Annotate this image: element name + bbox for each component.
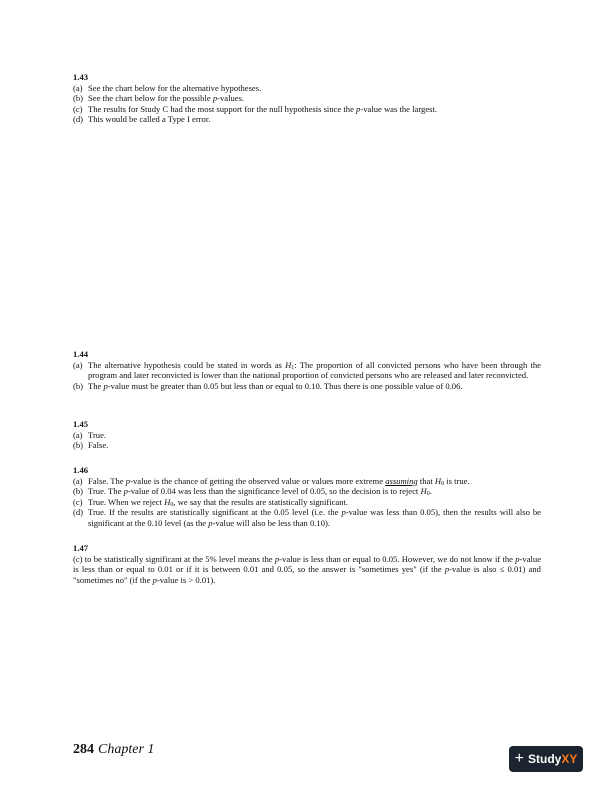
answer-text: See the chart below for the possible p-values. — [88, 93, 245, 104]
answer-a — [73, 83, 541, 94]
problem-number: 1.46 — [73, 465, 89, 475]
answer-label: (a) — [73, 82, 83, 93]
answer-text: False. The p-value is the chance of getting the observed value or values more extreme assuming that $H_0$ is true. — [88, 475, 470, 487]
answer-text: True. — [88, 429, 107, 440]
answer-d — [73, 507, 541, 528]
problem-1-44 — [73, 349, 541, 391]
answer-label: (d) — [73, 507, 84, 518]
answer-a — [73, 476, 541, 487]
answer-text: True. When we reject $H_0$, we say that the results are statistically significant. — [88, 496, 349, 508]
answer-label: (c) — [73, 496, 83, 507]
answer-text: The alternative hypothesis could be stated in words as $H_1$: The proportion of all convicted persons who have been through the program and later reconvicted is lower than the national proportion of convicted persons who are released and later reconvicted. — [88, 359, 541, 381]
answer-label: (b) — [73, 486, 84, 497]
problem-number: 1.47 — [73, 543, 89, 553]
answer-label: (a) — [73, 359, 83, 370]
answer-text: (c) to be statistically significant at the 5% level means the p-value is less than or equal to 0.05. However, we do not know if the p-value is less than or equal to 0.01 or if it is between 0.01 and 0.05, so the answer is "sometimes yes" (if the p-value is also ≤ 0.01) and "sometimes no" (if the p-value is > 0.01). — [73, 553, 542, 585]
answer-label: (d) — [73, 114, 84, 125]
chapter-title: Chapter 1 — [98, 742, 155, 757]
problem-1-47 — [73, 543, 541, 585]
answer-label: (b) — [73, 380, 84, 391]
problem-1-45 — [73, 419, 541, 451]
answer-text: The p-value must be greater than 0.05 but less than or equal to 0.10. Thus there is one possible value of 0.06. — [88, 380, 463, 391]
answer-label: (a) — [73, 429, 83, 440]
answer-c — [73, 497, 541, 508]
answer-text: True. If the results are statistically significant at the 0.05 level (i.e. the p-value was less than 0.05), then the results will also be significant at the 0.10 level (as the p-value will also be less than 0.10). — [88, 507, 541, 528]
answer-text: See the chart below for the alternative hypotheses. — [88, 82, 262, 93]
answer-text: The results for Study C had the most support for the null hypothesis since the p-value was the largest. — [88, 103, 438, 114]
answer-b — [73, 93, 541, 104]
answer-b — [73, 440, 541, 451]
answer-c — [73, 104, 541, 115]
answer-label: (a) — [73, 475, 83, 486]
problem-1-46 — [73, 465, 541, 529]
page-number: 284 — [73, 742, 94, 757]
problem-1-43 — [73, 72, 541, 125]
logo-text-study: Study — [527, 752, 562, 766]
problem-number: 1.44 — [73, 349, 89, 359]
answer-text: True. The p-value of 0.04 was less than the significance level of 0.05, so the decision is to reject $H_0$. — [88, 486, 432, 498]
answer-label: (b) — [73, 440, 84, 451]
answer-text: False. — [88, 440, 109, 451]
plus-icon: + — [514, 750, 524, 767]
answer-a — [73, 360, 541, 381]
problem-number: 1.43 — [73, 72, 89, 82]
answer-text: This would be called a Type I error. — [88, 114, 211, 125]
problem-number: 1.45 — [73, 419, 89, 429]
answer-b — [73, 381, 541, 392]
answer-label: (b) — [73, 93, 84, 104]
answer-a — [73, 430, 541, 441]
answer-b — [73, 486, 541, 497]
answer-d — [73, 114, 541, 125]
logo-text-xy: XY — [561, 752, 578, 766]
studyxy-logo — [509, 746, 583, 772]
answer-label: (c) — [73, 103, 83, 114]
page-footer — [73, 740, 154, 758]
